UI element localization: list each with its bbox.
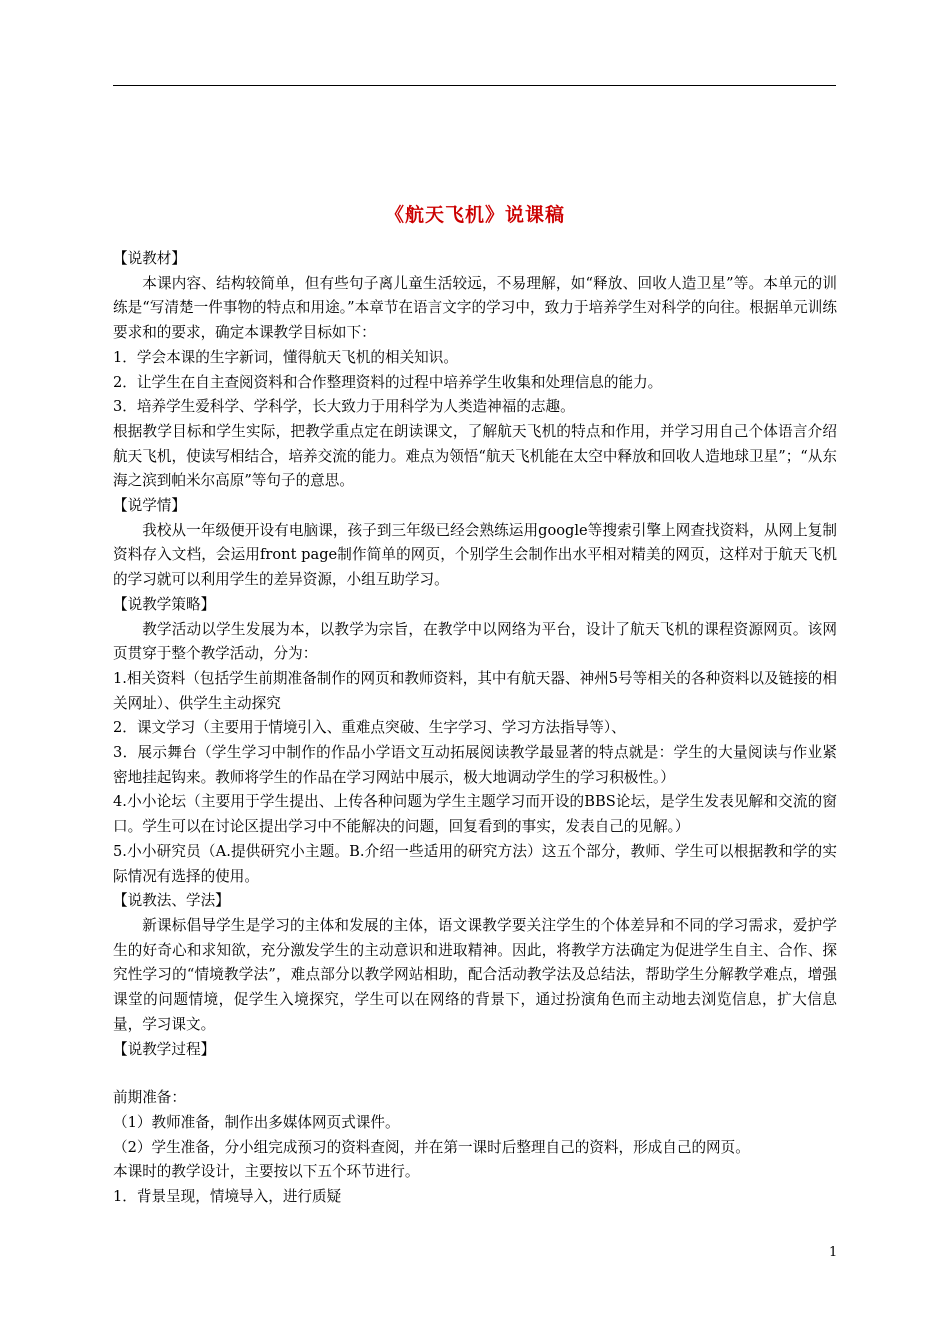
process-line-3: 本课时的教学设计，主要按以下五个环节进行。 [113,1163,420,1181]
paragraph-methods: 新课标倡导学生是学习的主体和发展的主体，语文课教学要关注学生的个体差异和不同的学习需求，爱护学生的好奇心和求知欲，充分激发学生的主动意识和进取精神。因此，将教学方法确定为促进学生自主、合作、探究性学习的“情境教学法”，难点部分以教学网站相助，配合活动教学法及总结法，帮助学生分解教学难点，增强课堂的问题情境，促学生入境探究，学生可以在网络的背景下，通过扮演角色而主动地去浏览信息，扩大信息量，学习课文。 [113,916,837,1033]
process-line-1: （1）教师准备，制作出多媒体网页式课件。 [113,1113,400,1131]
section-heading-process: 【说教学过程】 [113,1040,216,1058]
list-item-goal-3: 3．培养学生爱科学、学科学，长大致力于用科学为人类造神福的志趣。 [113,398,575,416]
section-heading-textbook: 【说教材】 [113,250,186,267]
list-item-strategy-4: 4.小小论坛（主要用于学生提出、上传各种问题为学生主题学习而开设的BBS论坛，是学生发表见解和交流的窗口。学生可以在讨论区提出学习中不能解决的问题，回复看到的事实，发表自己的见解。） [113,793,837,836]
list-item-strategy-1: 1.相关资料（包括学生前期准备制作的网页和教师资料，其中有航天器、神州5号等相关的各种资料以及链接的相关网址）、供学生主动探究 [113,669,837,712]
paragraph-learners: 我校从一年级便开设有电脑课，孩子到三年级已经会熟练运用google等搜索引擎上网查找资料，从网上复制资料存入文档，会运用front page制作简单的网页，个别学生会制作出水平相对精美的网页，这样对于航天飞机的学习就可以利用学生的差异资源，小组互助学习。 [113,521,837,589]
paragraph-textbook-intro: 本课内容、结构较简单，但有些句子离儿童生活较远，不易理解，如“释放、回收人造卫星”等。本单元的训练是“写清楚一件事物的特点和用途。”本章节在语言文字的学习中，致力于培养学生对科学的向往。根据单元训练要求和的要求，确定本课教学目标如下： [113,274,837,342]
process-line-2: （2）学生准备，分小组完成预习的资料查阅，并在第一课时后整理自己的资料，形成自己的网页。 [113,1138,750,1156]
list-item-goal-2: 2．让学生在自主查阅资料和合作整理资料的过程中培养学生收集和处理信息的能力。 [113,373,663,391]
process-line-4: 1．背景呈现，情境导入，进行质疑 [113,1188,342,1206]
list-item-strategy-2: 2．课文学习（主要用于情境引入、重难点突破、生字学习、学习方法指导等）、 [113,719,626,737]
header-rule [113,85,836,86]
section-heading-methods: 【说教法、学法】 [113,892,230,910]
paragraph-spacer [113,1062,837,1086]
process-prep-label: 前期准备： [113,1089,186,1107]
paragraph-textbook-focus: 根据教学目标和学生实际，把教学重点定在朗读课文，了解航天飞机的特点和作用，并学习用自己个体语言介绍航天飞机，使读写相结合，培养交流的能力。难点为领悟“航天飞机能在太空中释放和回收人造地球卫星”；“从东海之滨到帕米尔高原”等句子的意思。 [113,422,837,490]
page-number: 1 [829,1245,838,1260]
list-item-goal-1: 1．学会本课的生字新词，懂得航天飞机的相关知识。 [113,348,458,366]
paragraph-strategy-intro: 教学活动以学生发展为本，以教学为宗旨，在教学中以网络为平台，设计了航天飞机的课程资源网页。该网页贯穿于整个教学活动，分为： [113,620,837,663]
section-heading-learners: 【说学情】 [113,497,186,515]
section-heading-strategy: 【说教学策略】 [113,595,216,613]
list-item-strategy-5: 5.小小研究员（A.提供研究小主题。B.介绍一些适用的研究方法）这五个部分，教师、学生可以根据教和学的实际情况有选择的使用。 [113,842,837,885]
document-title: 《航天飞机》说课稿 [384,204,565,226]
list-item-strategy-3: 3．展示舞台（学生学习中制作的作品小学语文互动拓展阅读教学最显著的特点就是：学生的大量阅读与作业紧密地挂起钩来。教师将学生的作品在学习网站中展示，极大地调动学生的学习积极性。） [113,744,837,786]
document-body [113,247,837,1210]
